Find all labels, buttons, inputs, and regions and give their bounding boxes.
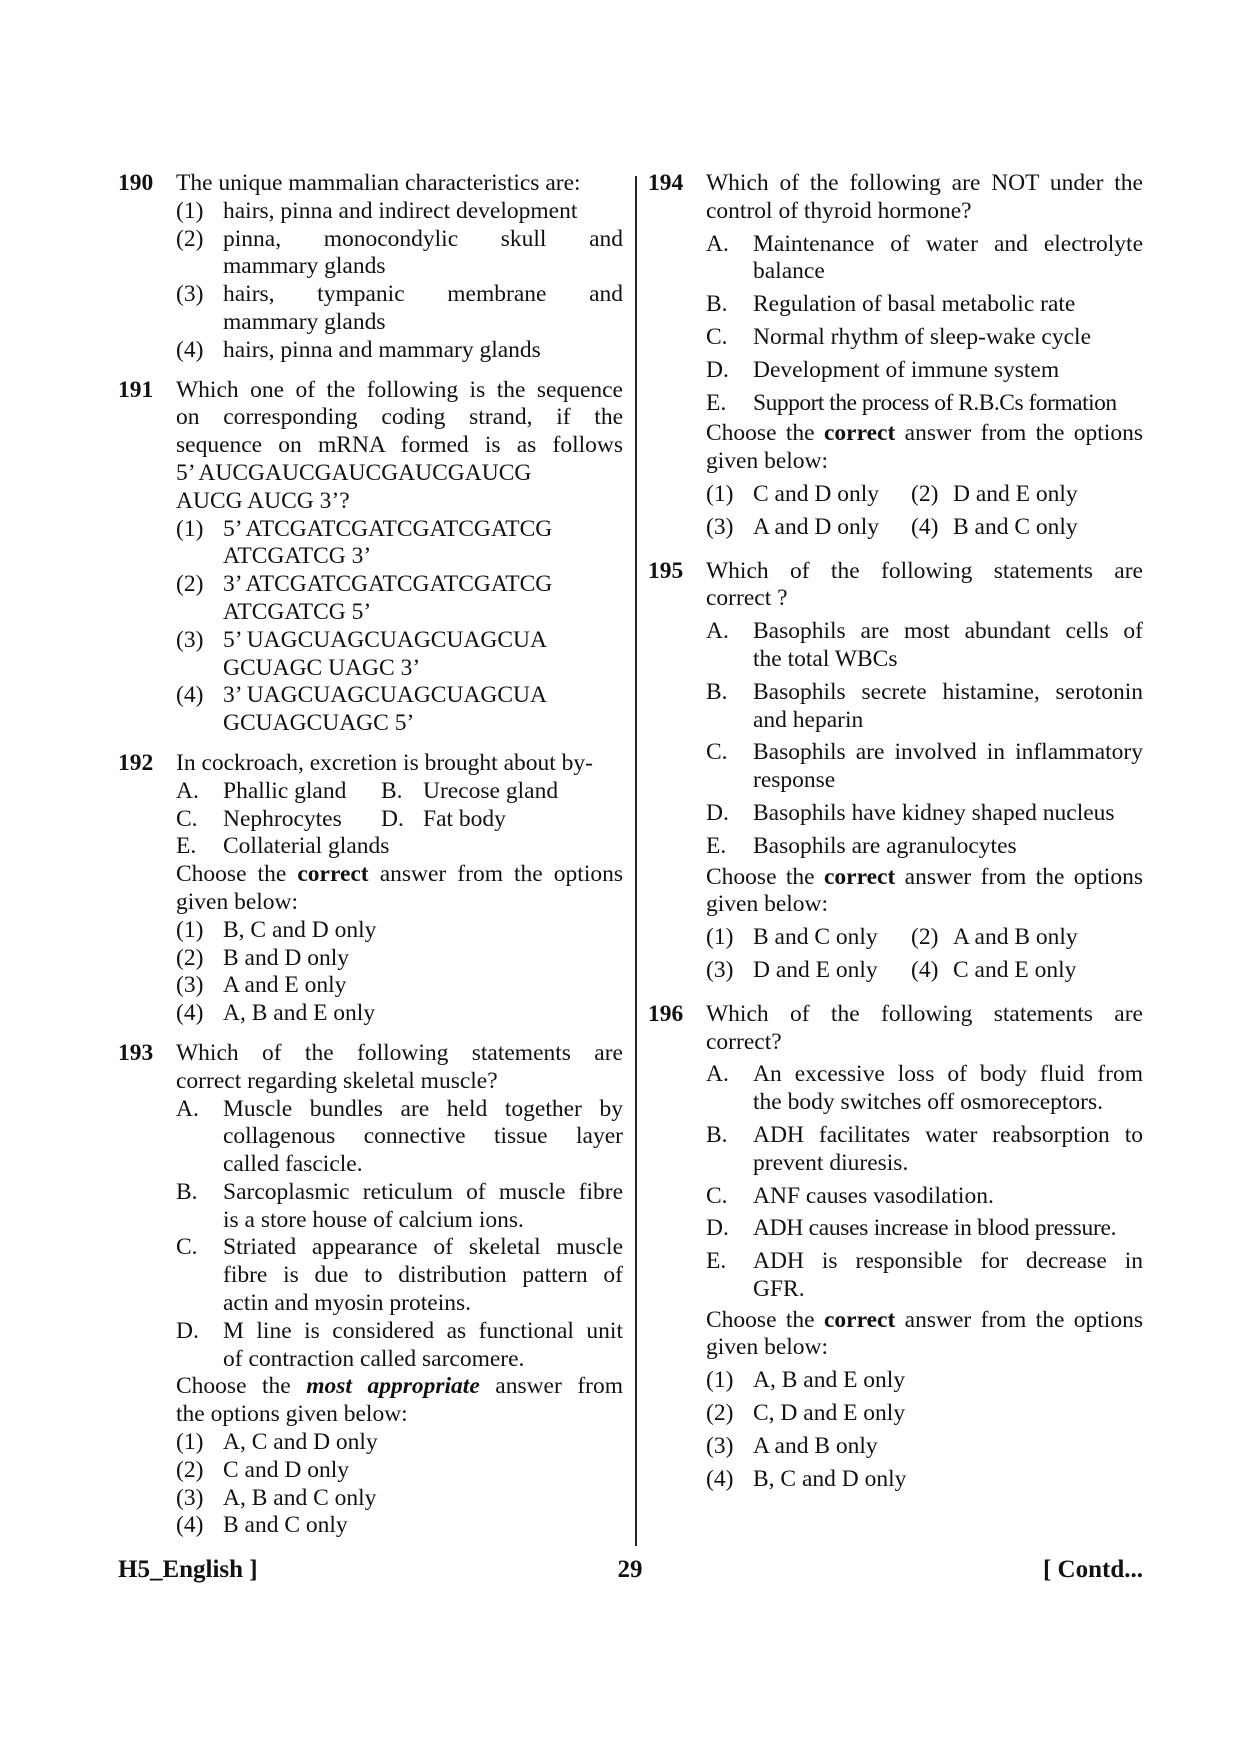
question-stem: on corresponding coding strand, if the (176, 404, 623, 431)
option-text: GCUAGC UAGC 3’ (223, 654, 421, 681)
option-text: ATCGATCG 5’ (223, 598, 372, 625)
choose-instruction: given below: (176, 888, 299, 915)
choose-instruction: Choose the correct answer from the options (706, 420, 1143, 447)
statement-label: C. (706, 323, 728, 350)
statement-label: D. (381, 805, 404, 832)
question-body (706, 558, 1143, 985)
statement-text: of contraction called sarcomere. (223, 1345, 525, 1372)
statement-label: E. (706, 832, 727, 859)
question-number: 194 (648, 170, 684, 196)
answer-option (706, 1433, 1143, 1461)
option-label: (3) (176, 626, 204, 653)
option-text: 5’ ATCGATCGATCGATCGATCG (223, 515, 553, 542)
question-number: 190 (118, 170, 154, 196)
statement-text: Fat body (423, 805, 506, 832)
statement-label: E. (706, 1248, 727, 1275)
statement-label: A. (706, 230, 729, 257)
option-label: (3) (706, 1432, 734, 1459)
option-text: 3’ UAGCUAGCUAGCUAGCUA (223, 682, 547, 709)
option-label: (1) (176, 197, 204, 224)
statement-text: Basophils have kidney shaped nucleus (753, 799, 1115, 826)
statement-text: balance (753, 258, 825, 285)
question-195 (648, 558, 1143, 985)
question-194 (648, 170, 1143, 542)
statement-text: Development of immune system (753, 356, 1060, 383)
option-text: ATCGATCG 3’ (223, 543, 372, 570)
left-column (118, 170, 623, 1540)
statement-label: C. (706, 1182, 728, 1209)
option-label: (3) (176, 1484, 204, 1511)
statement-text: Normal rhythm of sleep-wake cycle (753, 323, 1092, 350)
statement (706, 1183, 1143, 1211)
question-body (176, 170, 623, 365)
question-body (176, 377, 623, 738)
option-text: C and D only (223, 1456, 349, 1483)
statement-text: and heparin (753, 706, 864, 733)
statement-row (176, 806, 623, 834)
option-text: 5’ UAGCUAGCUAGCUAGCUA (223, 626, 547, 653)
statement-text: ADH causes increase in blood pressure. (753, 1215, 1117, 1242)
option-label: (3) (176, 972, 204, 999)
option-text: D and E only (753, 956, 878, 983)
option-label: (2) (176, 1456, 204, 1483)
statement-label: A. (176, 777, 199, 804)
page-number: 29 (617, 1556, 643, 1583)
statement-label: E. (176, 833, 197, 860)
option-text: hairs, pinna and indirect development (223, 197, 578, 224)
statement (706, 390, 1143, 418)
statement-text: Sarcoplasmic reticulum of muscle fibre (223, 1178, 623, 1205)
option-label: (2) (911, 480, 939, 507)
statement-text: Phallic gland (223, 777, 347, 804)
question-stem: Which of the following statements are (706, 1000, 1143, 1027)
statement-label: B. (706, 291, 728, 318)
question-stem: In cockroach, excretion is brought about by- (176, 749, 593, 776)
statement-text: fibre is due to distribution pattern of (223, 1262, 623, 1289)
option-text: 3’ ATCGATCGATCGATCGATCG (223, 571, 553, 598)
option-label: (1) (706, 1367, 734, 1394)
statement-text: is a store house of calcium ions. (223, 1206, 524, 1233)
question-stem: control of thyroid hormone? (706, 197, 972, 224)
option-label: (4) (176, 1512, 204, 1539)
question-body (706, 170, 1143, 542)
statement-text: called fascicle. (223, 1151, 363, 1178)
answer-option (706, 1466, 1143, 1494)
option-text: B, C and D only (223, 916, 377, 943)
statement-text: Regulation of basal metabolic rate (753, 291, 1076, 318)
option-label: (3) (706, 513, 734, 540)
statement-label: B. (381, 777, 403, 804)
choose-instruction: Choose the most appropriate answer from (176, 1373, 624, 1400)
statement-text: ANF causes vasodilation. (753, 1182, 994, 1209)
statement (706, 324, 1143, 352)
statement (706, 357, 1143, 385)
option-label: (1) (176, 1429, 204, 1456)
statement (176, 1179, 623, 1235)
option-label: (2) (706, 1400, 734, 1427)
option-row (706, 957, 1143, 985)
answer-option (176, 1457, 623, 1485)
answer-option (706, 1367, 1143, 1395)
statement-text: actin and myosin proteins. (223, 1290, 472, 1317)
answer-option (176, 1429, 623, 1457)
question-body (176, 1040, 623, 1540)
question-193 (118, 1040, 623, 1540)
option-text: A and B only (753, 1432, 878, 1459)
option-text: A, B and C only (223, 1484, 377, 1511)
statement-row (176, 778, 623, 806)
option-label: (1) (176, 515, 204, 542)
option-text: B and C only (753, 924, 878, 951)
statement (176, 1096, 623, 1179)
option-text: A, B and E only (223, 1000, 376, 1027)
statement-text: Collaterial glands (223, 833, 390, 860)
choose-instruction: given below: (706, 891, 829, 918)
option-label: (4) (911, 513, 939, 540)
option-text: A and B only (953, 924, 1078, 951)
question-stem: 5’ AUCGAUCGAUCGAUCGAUCG (176, 459, 532, 486)
question-stem: AUCG AUCG 3’? (176, 487, 350, 514)
option-text: GCUAGCUAGC 5’ (223, 710, 415, 737)
choose-instruction: Choose the correct answer from the options (706, 863, 1143, 890)
option-label: (2) (176, 944, 204, 971)
statement-text: Basophils are involved in inflammatory (753, 739, 1143, 766)
option-text: mammary glands (223, 253, 386, 280)
option-text: hairs, pinna and mammary glands (223, 336, 541, 363)
option-row (706, 924, 1143, 952)
statement-text: An excessive loss of body fluid from (753, 1061, 1143, 1088)
statement-text: Striated appearance of skeletal muscle (223, 1234, 623, 1261)
answer-option (176, 1000, 623, 1028)
option-label: (1) (706, 924, 734, 951)
question-192 (118, 750, 623, 1028)
option-text: C and D only (753, 480, 879, 507)
statement-label: C. (176, 805, 198, 832)
statement (706, 833, 1143, 861)
answer-option (176, 917, 623, 945)
statement-text: the body switches off osmoreceptors. (753, 1089, 1104, 1116)
statement-label: A. (706, 618, 729, 645)
question-number: 192 (118, 749, 154, 776)
statement-text: Nephrocytes (223, 805, 342, 832)
statement-label: D. (706, 799, 729, 826)
question-body (706, 1001, 1143, 1494)
statement-label: B. (176, 1178, 198, 1205)
statement (706, 231, 1143, 287)
question-190 (118, 170, 623, 365)
option-text: pinna, monocondylic skull and (223, 225, 623, 252)
choose-instruction: Choose the correct answer from the options (176, 861, 623, 888)
answer-option (176, 337, 623, 365)
footer-continued: [ Contd... (1042, 1556, 1143, 1583)
option-text: mammary glands (223, 308, 386, 335)
statement-text: ADH is responsible for decrease in (753, 1248, 1143, 1275)
option-text: D and E only (953, 480, 1078, 507)
answer-option (176, 1512, 623, 1540)
answer-option (176, 682, 623, 738)
statement-text: Basophils secrete histamine, serotonin (753, 678, 1143, 705)
question-number: 193 (118, 1039, 154, 1066)
question-number: 195 (648, 557, 684, 584)
question-stem: correct? (706, 1028, 782, 1055)
option-label: (4) (176, 682, 204, 709)
statement-label: E. (706, 389, 727, 416)
statement (706, 800, 1143, 828)
statement (706, 291, 1143, 319)
statement-text: response (753, 767, 836, 794)
statement (706, 739, 1143, 795)
option-label: (4) (176, 336, 204, 363)
question-stem: sequence on mRNA formed is as follows (176, 432, 623, 459)
question-stem: The unique mammalian characteristics are: (176, 170, 581, 196)
answer-option (176, 972, 623, 1000)
option-text: A and D only (753, 513, 879, 540)
option-text: hairs, tympanic membrane and (223, 281, 623, 308)
statement-text: Maintenance of water and electrolyte (753, 230, 1143, 257)
statement (176, 833, 623, 861)
option-text: B and C only (223, 1512, 348, 1539)
answer-option (176, 281, 623, 337)
statement-text: ADH facilitates water reabsorption to (753, 1121, 1143, 1148)
statement (706, 1122, 1143, 1178)
option-label: (2) (176, 571, 204, 598)
answer-option (176, 226, 623, 282)
statement-text: GFR. (753, 1275, 805, 1302)
statement-label: D. (706, 356, 729, 383)
question-number: 196 (648, 1000, 684, 1027)
question-stem: Which one of the following is the sequence (176, 376, 623, 403)
statement-label: D. (706, 1215, 729, 1242)
statement-text: prevent diuresis. (753, 1149, 909, 1176)
statement-text: Basophils are most abundant cells of (753, 618, 1143, 645)
option-text: B and D only (223, 944, 349, 971)
statement (176, 1318, 623, 1374)
footer-booklet-code: H5_English ] (118, 1556, 258, 1583)
statement-label: B. (706, 678, 728, 705)
option-text: C and E only (953, 956, 1077, 983)
option-row (706, 514, 1143, 542)
choose-instruction: the options given below: (176, 1401, 408, 1428)
choose-instruction: Choose the correct answer from the options (706, 1306, 1143, 1333)
question-number: 191 (118, 376, 154, 403)
option-label: (2) (911, 924, 939, 951)
statement-text: Urecose gland (423, 777, 559, 804)
option-label: (1) (176, 916, 204, 943)
option-text: A, C and D only (223, 1429, 378, 1456)
option-text: B and C only (953, 513, 1078, 540)
option-text: A and E only (223, 972, 347, 999)
statement (706, 679, 1143, 735)
statement-text: Basophils are agranulocytes (753, 832, 1017, 859)
question-stem: correct regarding skeletal muscle? (176, 1067, 498, 1094)
question-stem: Which of the following statements are (706, 557, 1143, 584)
question-196 (648, 1001, 1143, 1494)
option-label: (4) (706, 1465, 734, 1492)
statement (706, 1215, 1143, 1243)
choose-instruction: given below: (706, 448, 829, 475)
statement-text: collagenous connective tissue layer (223, 1123, 623, 1150)
question-stem: Which of the following statements are (176, 1039, 623, 1066)
answer-option (176, 516, 623, 572)
right-column (648, 170, 1143, 1493)
option-label: (4) (176, 1000, 204, 1027)
statement-text: Support the process of R.B.Cs formation (753, 389, 1117, 416)
statement (706, 618, 1143, 674)
statement-label: A. (176, 1095, 199, 1122)
answer-option (176, 571, 623, 627)
answer-option (706, 1400, 1143, 1428)
statement-label: C. (176, 1234, 198, 1261)
question-191 (118, 377, 623, 738)
option-text: B, C and D only (753, 1465, 907, 1492)
answer-option (176, 198, 623, 226)
choose-instruction: given below: (706, 1334, 829, 1361)
column-divider (635, 176, 637, 1546)
statement-text: M line is considered as functional unit (223, 1317, 623, 1344)
statement-label: B. (706, 1121, 728, 1148)
option-label: (3) (176, 281, 204, 308)
option-label: (1) (706, 480, 734, 507)
question-stem: Which of the following are NOT under the (706, 170, 1143, 196)
answer-option (176, 627, 623, 683)
question-body (176, 750, 623, 1028)
option-label: (3) (706, 956, 734, 983)
option-text: C, D and E only (753, 1400, 906, 1427)
answer-option (176, 945, 623, 973)
option-text: A, B and E only (753, 1367, 906, 1394)
option-label: (2) (176, 225, 204, 252)
question-stem: correct ? (706, 585, 788, 612)
statement (706, 1061, 1143, 1117)
option-label: (4) (911, 956, 939, 983)
option-row (706, 481, 1143, 509)
statement-text: the total WBCs (753, 645, 898, 672)
answer-option (176, 1485, 623, 1513)
statement-text: Muscle bundles are held together by (223, 1095, 623, 1122)
statement (176, 1234, 623, 1317)
statement-label: C. (706, 739, 728, 766)
statement-label: D. (176, 1317, 199, 1344)
statement (706, 1248, 1143, 1304)
statement-label: A. (706, 1061, 729, 1088)
